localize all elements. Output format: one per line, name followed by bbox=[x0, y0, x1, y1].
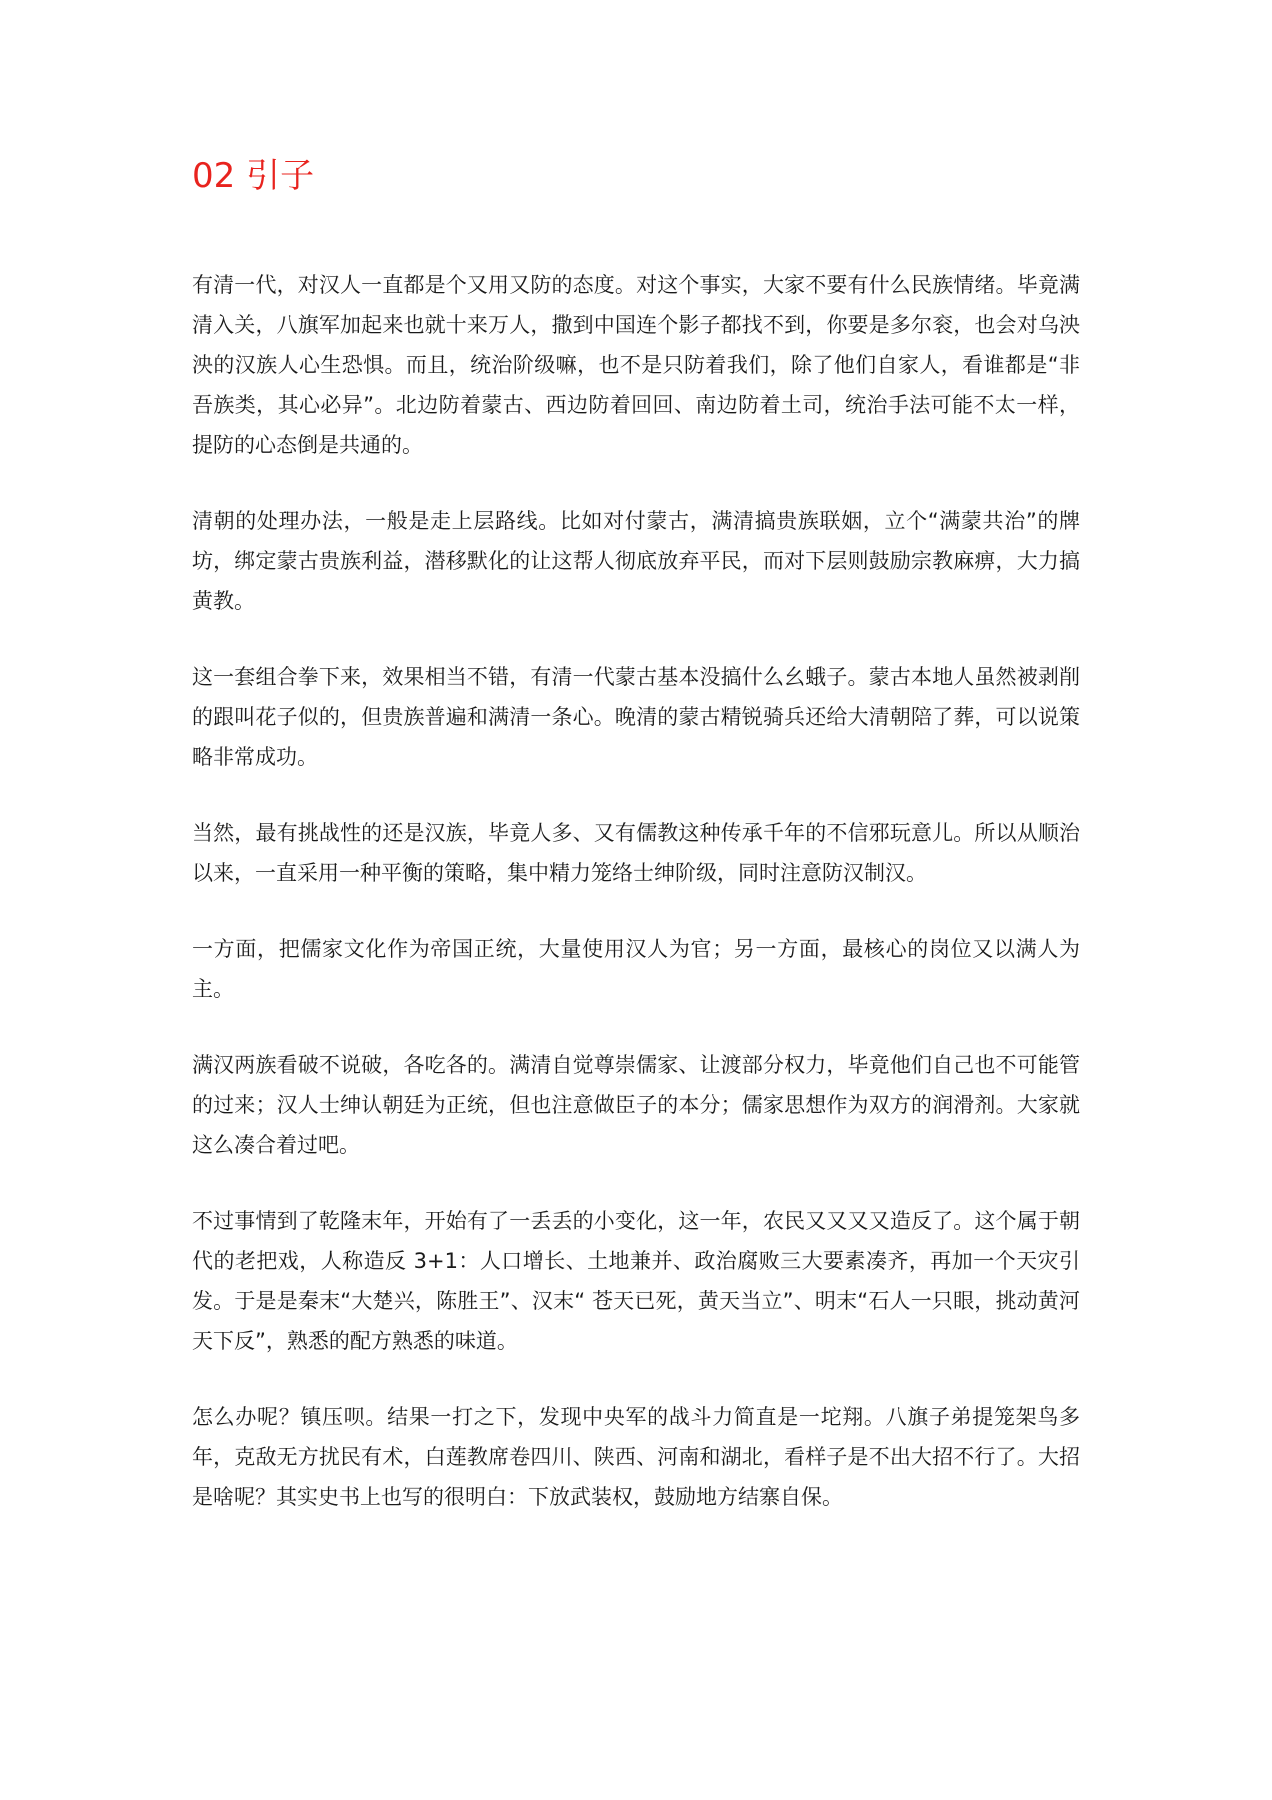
paragraph: 这一套组合拳下来，效果相当不错，有清一代蒙古基本没搞什么幺蛾子。蒙古本地人虽然被剥削的跟叫花子似的，但贵族普遍和满清一条心。晚清的蒙古精锐骑兵还给大清朝陪了葬，可以说策略非常成功。 bbox=[192, 665, 1080, 769]
paragraph: 清朝的处理办法，一般是走上层路线。比如对付蒙古，满清搞贵族联姻，立个“满蒙共治”的牌坊，绑定蒙古贵族利益，潜移默化的让这帮人彻底放弃平民，而对下层则鼓励宗教麻痹，大力搞黄教。 bbox=[192, 509, 1080, 613]
paragraph: 怎么办呢？镇压呗。结果一打之下，发现中央军的战斗力简直是一坨翔。八旗子弟提笼架鸟多年，克敌无方扰民有术，白莲教席卷四川、陕西、河南和湖北，看样子是不出大招不行了。大招是啥呢？其实史书上也写的很明白：下放武装权，鼓励地方结寨自保。 bbox=[192, 1405, 1080, 1509]
article-body bbox=[192, 265, 1080, 1553]
paragraph: 一方面，把儒家文化作为帝国正统，大量使用汉人为官；另一方面，最核心的岗位又以满人为主。 bbox=[192, 937, 1080, 1001]
paragraph: 当然，最有挑战性的还是汉族，毕竟人多、又有儒教这种传承千年的不信邪玩意儿。所以从顺治以来，一直采用一种平衡的策略，集中精力笼络士绅阶级，同时注意防汉制汉。 bbox=[192, 821, 1080, 885]
paragraph: 有清一代，对汉人一直都是个又用又防的态度。对这个事实，大家不要有什么民族情绪。毕竟满清入关，八旗军加起来也就十来万人，撒到中国连个影子都找不到，你要是多尔衮，也会对乌泱泱的汉族人心生恐惧。而且，统治阶级嘛，也不是只防着我们，除了他们自家人，看谁都是“非吾族类，其心必异”。北边防着蒙古、西边防着回回、南边防着土司，统治手法可能不太一样，提防的心态倒是共通的。 bbox=[192, 273, 1080, 457]
paragraph: 满汉两族看破不说破，各吃各的。满清自觉尊崇儒家、让渡部分权力，毕竟他们自己也不可能管的过来；汉人士绅认朝廷为正统，但也注意做臣子的本分；儒家思想作为双方的润滑剂。大家就这么凑合着过吧。 bbox=[192, 1053, 1080, 1157]
paragraph: 不过事情到了乾隆末年，开始有了一丢丢的小变化，这一年，农民又又又又造反了。这个属于朝代的老把戏，人称造反 3+1：人口增长、土地兼并、政治腐败三大要素凑齐，再加一个天灾引发。于是是秦末“大楚兴，陈胜王”、汉末“ 苍天已死，黄天当立”、明末“石人一只眼，挑动黄河天下反”，熟悉的配方熟悉的味道。 bbox=[192, 1209, 1080, 1353]
section-heading: 02 引子 bbox=[192, 156, 315, 196]
